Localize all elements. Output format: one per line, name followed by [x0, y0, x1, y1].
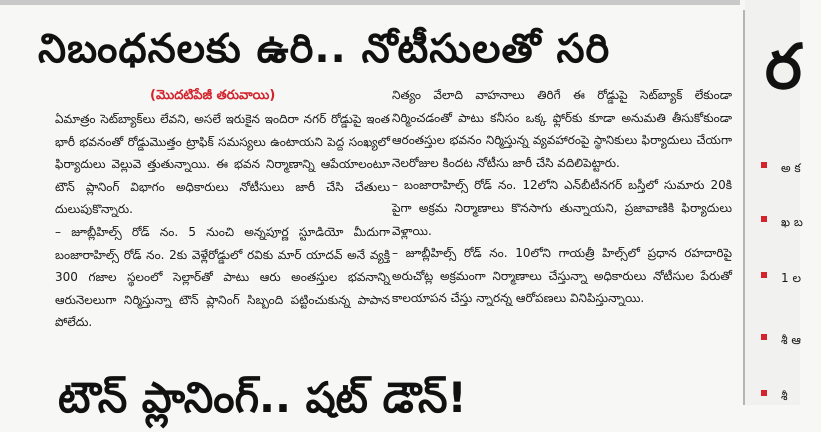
paragraph: నిత్యం వేలాది వాహనాలు తిరిగే ఈ రోడ్డుపై సెట్‌బ్యాక్‌ లేకుండా నిర్మించడంతో పాటు కనీసం ఒక్క ఫ్లోర్‌కు కూడా అనుమతి తీసుకోకుండా ఆరంతస్తుల భవనం నిర్మిస్తున్న వ్యవహారంపై స్థానికులు ఫిర్యాదులు చేయగా నెలరోజుల కిందట నోటీసు జారీ చేసి వదిలిపెట్టారు.: [392, 88, 732, 170]
bullet-icon: [761, 272, 767, 278]
side-item-text: శీ ఆ: [781, 333, 801, 347]
side-item-text: అ క: [781, 161, 801, 175]
paragraph: – బంజారాహిల్స్‌ రోడ్‌ నం. 12లోని ఎన్‌బీటీనగర్‌ బస్తీలో సుమారు 20కి పైగా అక్రమ నిర్మాణాలు కొనసాగు తున్నాయని, ప్రజావాణికి ఫిర్యాదులు వెళ్లాయి.: [392, 178, 732, 238]
side-column: [745, 0, 803, 405]
bullet-icon: [761, 390, 767, 396]
side-item-text: ఖ బ: [781, 215, 803, 229]
side-list-item: [761, 270, 801, 314]
article-column-left: [55, 108, 390, 334]
side-item-text: శీ: [781, 389, 788, 403]
side-headline-glyph: ర: [765, 30, 802, 103]
top-rule: [0, 0, 740, 5]
side-list-item: [761, 388, 801, 432]
side-list-item: [761, 332, 801, 376]
article-headline: నిబంధనలకు ఉరి.. నోటీసులతో సరి: [38, 26, 611, 72]
continued-label: (మొదటిపేజీ తరువాయి): [150, 88, 276, 103]
paragraph: ఏమాత్రం సెట్‌బ్యాక్‌లు లేవని, అసలే ఇరుకైన ఇందిరా నగర్‌ రోడ్డుపై ఇంత భారీ భవనంతో రోడ్డుమొత్తం ట్రాఫిక్‌ సమస్యలు ఉంటాయని పెద్ద సంఖ్యలో ఫిర్యాదులు వెల్లువె త్తుతున్నాయి. ఈ భవన నిర్మాణాన్ని ఆపేయాలంటూ టౌన్‌ ప్లానింగ్‌ విభాగం అధికారులు నోటీసులు జారీ చేసి చేతులు దులుపుకొన్నారు.: [55, 112, 390, 217]
paragraph: – జూబ్లీహిల్స్‌ రోడ్‌ నం. 5 నుంచి అన్నపూర్ణ స్టూడియో మీదుగా బంజారాహిల్స్‌ రోడ్‌ నం. 2కు వెళ్లేరోడ్డులో రవికు మార్‌ యాదవ్‌ అనే వ్యక్తి 300 గజాల స్థలంలో సెల్లార్‌తో పాటు ఆరు అంతస్తుల భవనాన్ని ఆరునెలలుగా నిర్మిస్తున్నా టౌన్‌ ప్లానింగ్‌ సిబ్బంది పట్టించుకున్న పాపాన పోలేదు.: [55, 224, 390, 330]
side-item-text: 1 ల: [781, 271, 801, 285]
article-column-right: [392, 84, 732, 310]
next-article-headline: టౌన్‌ ప్లానింగ్‌.. షట్‌ డౌన్‌!: [58, 373, 467, 422]
bullet-icon: [761, 334, 767, 340]
side-list-item: [761, 214, 801, 258]
side-list-item: [761, 160, 801, 204]
bullet-icon: [761, 216, 767, 222]
paragraph: – జూబ్లీహిల్స్‌ రోడ్‌ నం. 10లోని గాయత్రీ హిల్స్‌లో ప్రధాన రహదారిపై అరుచోట్ల అక్రమంగా నిర్మాణాలు చేస్తున్నా అధికారులు నోటీసుల పేరుతో కాలయాపన చేస్తు న్నారన్న ఆరోపణలు వినిపిస్తున్నాయి.: [392, 246, 732, 306]
bullet-icon: [761, 162, 767, 168]
